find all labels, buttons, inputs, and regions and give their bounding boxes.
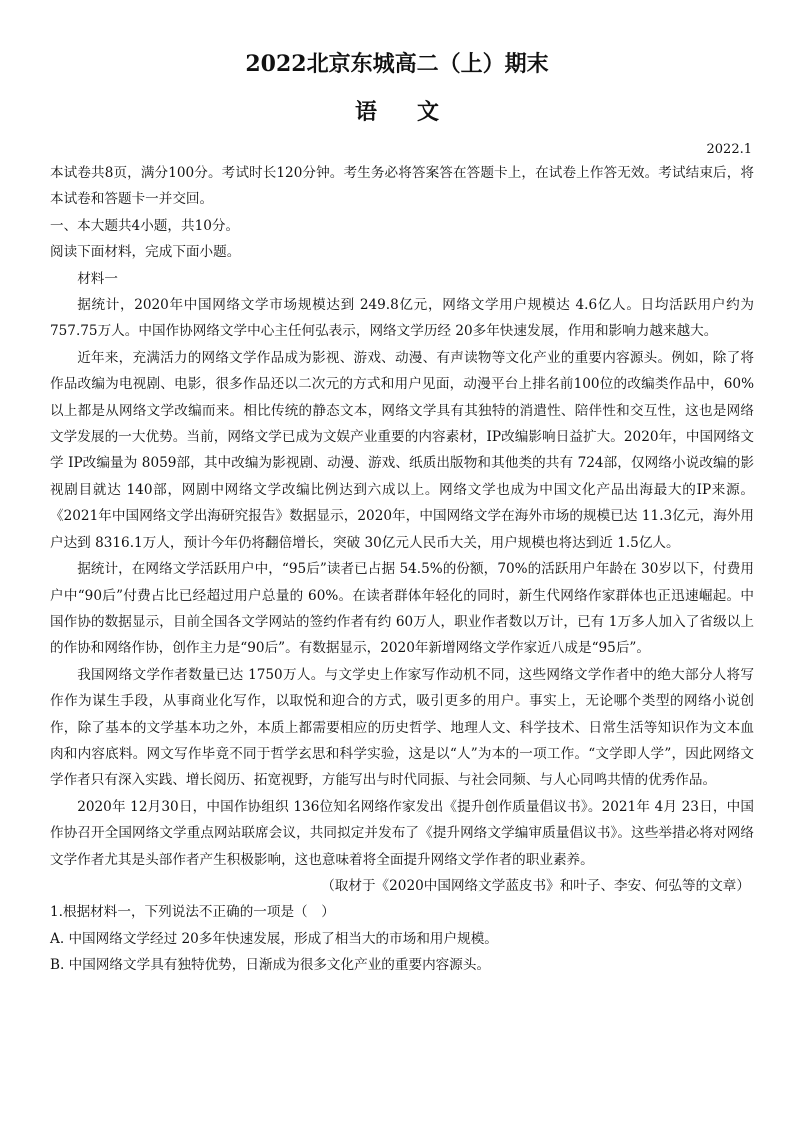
material-paragraph: 据统计，在网络文学活跃用户中，“95后”读者已占据 54.5%的份额，70%的活跃用户年龄在 30岁以下，付费用户中“90后”付费占比已经超过用户总量的 60%。在读者群体年轻化的同时，新生代网络作家群体也正迅速崛起。中国作协的数据显示，目前全国各文学网站的签约作者有约 60万人，职业作者数以万计，已有 1万多人加入了省级以上的作协和网络作协，创作主力是“90后”。有数据显示，2020年新增网络文学作家近八成是“95后”。 (50, 561, 754, 657)
option-b: B. 中国网络文学具有独特优势，日渐成为很多文化产业的重要内容源头。 (50, 957, 491, 974)
material-source: （取材于《2020中国网络文学蓝皮书》和叶子、李安、何弘等的文章） (321, 877, 750, 894)
exam-instructions: 本试卷共8页，满分100分。考试时长120分钟。考生务必将答案答在答题卡上，在试卷上作答无效。考试结束后，将本试卷和答题卡一并交回。 (50, 165, 754, 208)
exam-date: 2022.1 (706, 142, 752, 157)
material-paragraph: 2020年 12月30日，中国作协组织 136位知名网络作家发出《提升创作质量倡议书》。2021年 4月 23日，中国作协召开全国网络文学重点网站联席会议，共同拟定并发布了《提升网络文学编审质量倡议书》。这些举措必将对网络文学作者尤其是头部作者产生积极影响，这也意味着将全面提升网络文学作者的职业素养。 (50, 798, 754, 868)
option-a: A. 中国网络文学经过 20多年快速发展，形成了相当大的市场和用户规模。 (50, 930, 498, 947)
question-stem: 1.根据材料一，下列说法不正确的一项是（ ） (50, 904, 335, 921)
exam-title: 2022北京东城高二（上）期末 (245, 51, 549, 77)
material-heading: 材料一 (77, 270, 118, 287)
subject-heading: 语文 (354, 99, 479, 125)
material-paragraph: 我国网络文学作者数量已达 1750万人。与文学史上作家写作动机不同，这些网络文学作者中的绝大部分人将写作作为谋生手段，从事商业化写作，以取悦和迎合的方式，吸引更多的用户。事实上，无论哪个类型的网络小说创作，除了基本的文学基本功之外，本质上都需要相应的历史哲学、地理人文、科学技术、日常生活等知识作为文本血肉和内容底料。网文写作毕竟不同于哲学玄思和科学实验，这是以“人”为本的一项工作。“文学即人学”，因此网络文学作者只有深入实践、增长阅历、拓宽视野，方能写出与时代同振、与社会同频、与人心同鸣共情的优秀作品。 (50, 666, 754, 789)
material-paragraph: 近年来，充满活力的网络文学作品成为影视、游戏、动漫、有声读物等文化产业的重要内容源头。例如，除了将作品改编为电视剧、电影，很多作品还以二次元的方式和用户见面，动漫平台上排名前100位的改编类作品中，60%以上都是从网络文学改编而来。相比传统的静态文本，网络文学具有其独特的消遣性、陪伴性和交互性，这也是网络文学发展的一大优势。当前，网络文学已成为文娱产业重要的内容素材，IP改编影响日益扩大。2020年，中国网络文学 IP改编量为 8059部，其中改编为影视剧、动漫、游戏、纸质出版物和其他类的共有 724部，仅网络小说改编的影视剧目就达 140部，网剧中网络文学改编比例达到六成以上。网络文学也成为中国文化产品出海最大的IP来源。《2021年中国网络文学出海研究报告》数据显示，2020年，中国网络文学在海外市场的规模已达 11.3亿元，海外用户达到 8316.1万人，预计今年仍将翻倍增长，突破 30亿元人民币大关，用户规模也将达到近 1.5亿人。 (50, 349, 754, 551)
material-paragraph: 据统计，2020年中国网络文学市场规模达到 249.8亿元，网络文学用户规模达 4.6亿人。日均活跃用户约为757.75万人。中国作协网络文学中心主任何弘表示，网络文学历经 20多年快速发展，作用和影响力越来越大。 (50, 297, 754, 340)
exam-content (50, 160, 754, 979)
section-heading: 一、本大题共4小题，共10分。 (50, 217, 240, 234)
reading-prompt: 阅读下面材料，完成下面小题。 (50, 244, 241, 261)
